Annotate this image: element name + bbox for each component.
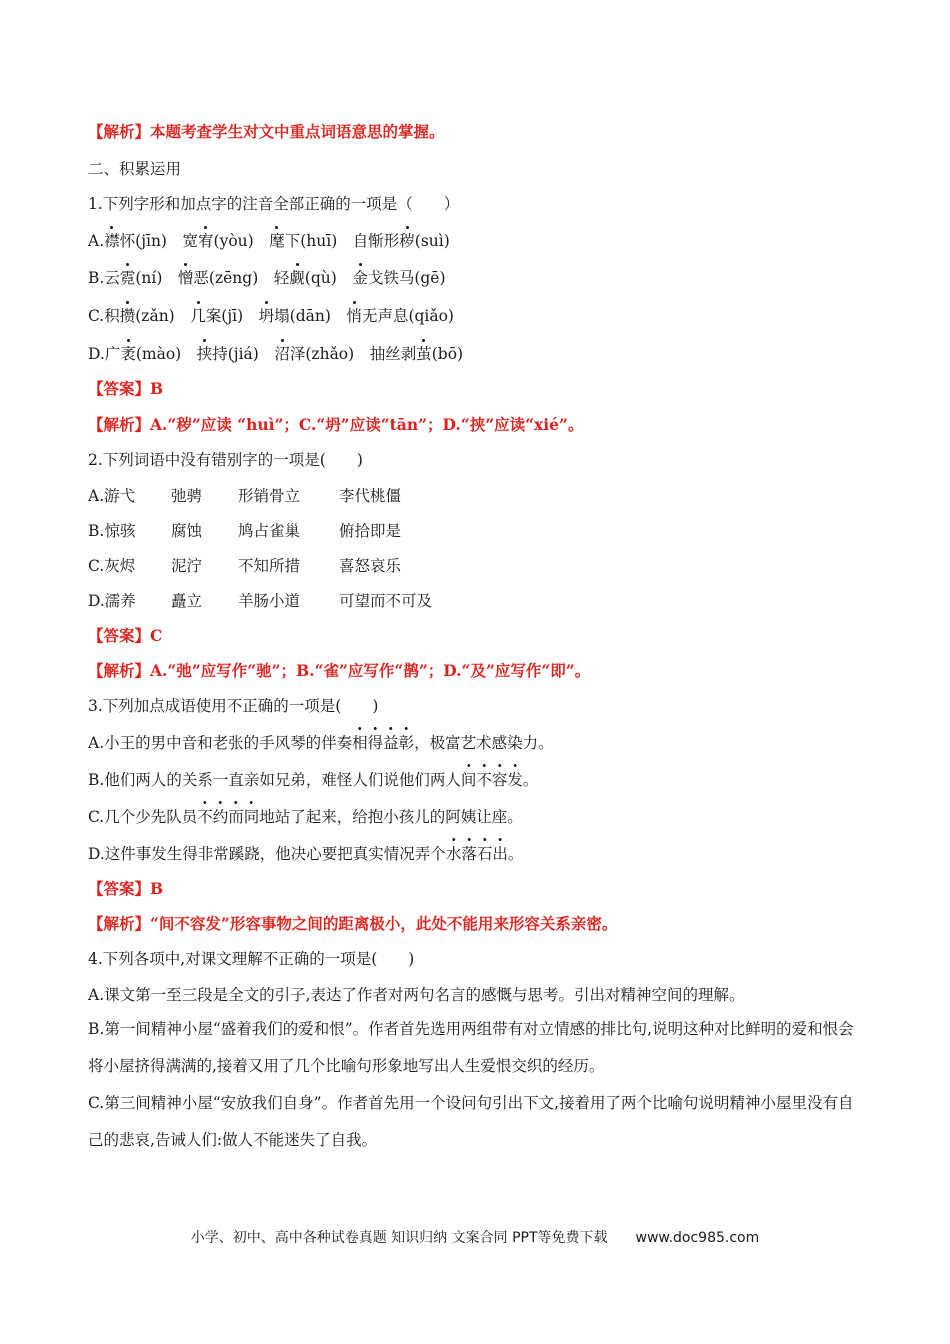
- dotted-idiom: 不约而同: [197, 800, 259, 827]
- question-2: 2.下列词语中没有错别字的一项是( ): [88, 451, 363, 469]
- option-3b: B.他们两人的关系一直亲如兄弟，难怪人们说他们两人间不容发。: [88, 770, 538, 790]
- answer-2: 【答案】C: [88, 626, 163, 645]
- option-3d: D.这件事发生得非常蹊跷，他决心要把真实情况弄个水落石出。: [88, 844, 523, 864]
- option-2c: C.灰烬 泥泞 不知所措 喜怒哀乐: [88, 557, 402, 575]
- option-1a: A.襟怀(jīn) 宽宥(yòu) 麾下(huī) 自惭形秽(suì): [88, 232, 450, 250]
- analysis-3: 【解析】“间不容发”形容事物之间的距离极小，此处不能用来形容关系亲密。: [88, 914, 618, 933]
- option-3a: A.小王的男中音和老张的手风琴的伴奏相得益彰，极富艺术感染力。: [88, 733, 554, 753]
- footer-banner: 小学、初中、高中各种试卷真题 知识归纳 文案合同 PPT等免费下载 www.doc985.com: [190, 1230, 760, 1246]
- option-2a: A.游弋 弛骋 形销骨立 李代桃僵: [88, 487, 402, 505]
- question-3: 3.下列加点成语使用不正确的一项是( ): [88, 697, 379, 715]
- option-1b: B.云霓(ní) 憎恶(zēng) 轻觑(qù) 金戈铁马(gē): [88, 269, 446, 287]
- option-2d: D.濡养 矗立 羊肠小道 可望而不可及: [88, 592, 433, 610]
- option-4a: A.课文第一至三段是全文的引子,表达了作者对两句名言的感慨与思考。引出对精神空间的理解。: [88, 986, 745, 1004]
- option-2b: B.惊骇 腐蚀 鸠占雀巢 俯拾即是: [88, 522, 402, 540]
- dotted-idiom: 水落石出: [446, 837, 508, 864]
- option-4c: C.第三间精神小屋“安放我们自身”。作者首先用一个设问句引出下文,接着用了两个比喻句说明精神小屋里没有自己的悲哀,告诫人们:做人不能迷失了自我。: [88, 1094, 854, 1149]
- question-4: 4.下列各项中,对课文理解不正确的一项是( ): [88, 950, 415, 968]
- dotted-idiom: 间不容发: [461, 763, 523, 790]
- option-1c: C.积攒(zǎn) 几案(jī) 坍塌(dān) 悄无声息(qiǎo): [88, 307, 454, 325]
- dotted-idiom: 相得益彰: [352, 726, 414, 753]
- section-heading: 二、积累运用: [88, 160, 182, 178]
- answer-3: 【答案】B: [88, 879, 164, 898]
- analysis-text: 【解析】本题考查学生对文中重点词语意思的掌握。: [88, 122, 445, 141]
- analysis-2: 【解析】A.“弛”应写作“驰”；B.“雀”应写作“鹊”；D.“及”应写作“即”。: [88, 661, 591, 680]
- question-1: 1.下列字形和加点字的注音全部正确的一项是（ ）: [88, 195, 460, 213]
- option-1d: D.广袤(mào) 挟持(jiá) 沼泽(zhǎo) 抽丝剥茧(bō): [88, 345, 464, 363]
- analysis-1: 【解析】A.“秽”应读 “huì”；C.“坍”应读“tān”；D.“挟”应读“xié”。: [88, 415, 584, 434]
- option-4b: B.第一间精神小屋“盛着我们的爱和恨”。作者首先选用两组带有对立情感的排比句,说明这种对比鲜明的爱和恨会将小屋挤得满满的,接着又用了几个比喻句形象地写出人生爱恨交织的经历。: [88, 1020, 854, 1075]
- option-3c: C.几个少先队员不约而同地站了起来，给抱小孩儿的阿姨让座。: [88, 807, 523, 827]
- answer-1: 【答案】B: [88, 379, 164, 398]
